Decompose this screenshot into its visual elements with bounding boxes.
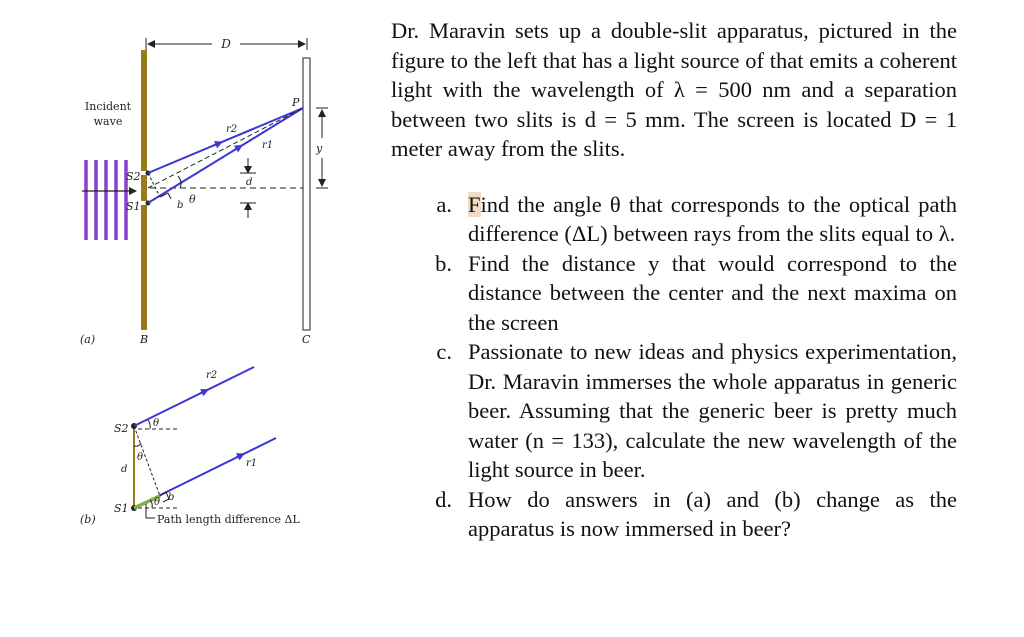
screen	[303, 58, 310, 330]
theta-arc	[178, 176, 181, 188]
s2-label: S2	[126, 170, 141, 183]
panel-b-s2-label: S2	[114, 422, 129, 435]
panel-a	[80, 37, 328, 346]
P-label: P	[292, 96, 300, 109]
panel-b-r1-label: r1	[246, 458, 258, 469]
centerline-to-P	[148, 108, 303, 188]
panel-b-r2-label: r2	[206, 370, 218, 381]
panel-b-theta-top: θ	[153, 418, 160, 429]
question-text: How do answers in (a) and (b) change as the apparatus is now immersed in beer?	[468, 486, 957, 541]
r2-label: r2	[226, 124, 238, 135]
ray-r2	[148, 108, 303, 173]
ray-r1	[148, 108, 303, 203]
panel-b-theta-arc-top	[148, 420, 150, 429]
text-cursor-highlight: F	[468, 191, 481, 217]
incident-label: Incident	[84, 100, 132, 113]
question-list	[391, 190, 957, 544]
question-a	[391, 190, 957, 249]
incident-wave-label: wave	[93, 115, 123, 128]
panel-b-ray-r2-arrow	[200, 390, 208, 394]
slit-barrier	[141, 50, 147, 330]
D-label: D	[221, 37, 231, 51]
ray-r2-arrow	[214, 142, 222, 145]
y-label: y	[316, 142, 323, 155]
b-label: b	[177, 200, 184, 211]
panel-a-label: (a)	[80, 333, 96, 346]
panel-b-s1-label: S1	[114, 502, 129, 515]
question-text	[468, 190, 957, 249]
panel-b-theta-mid: θ	[137, 452, 144, 463]
b-line	[148, 173, 160, 197]
panel-b-ray-r2	[134, 367, 254, 426]
question-text: Passionate to new ideas and physics experimentation, Dr. Maravin immerses the whole apparatus in generic beer. Assuming that the generic beer is pretty much water (n = 133), calculate the new wavelength of the light source in beer.	[468, 339, 957, 482]
double-slit-figure	[0, 0, 380, 637]
panel-b-theta-bottom: θ	[154, 497, 161, 508]
ray-r1-arrow	[234, 145, 242, 150]
question-text: Find the distance y that would correspond to the distance between the center and the next maxima on the screen	[468, 250, 957, 335]
B-label: B	[140, 333, 149, 346]
incident-wavefronts	[86, 160, 126, 240]
question-letter: a.	[436, 191, 452, 217]
C-label: C	[302, 333, 311, 346]
problem-text	[391, 16, 957, 544]
panel-b-label: (b)	[80, 513, 96, 526]
problem-intro: Dr. Maravin sets up a double-slit apparatus, pictured in the figure to the left that has a light source of that emits a coherent light with the wavelength of λ = 500 nm and a separation between two slits is d = 5 mm. The screen is located D = 1 meter away from the slits.	[391, 18, 957, 161]
path-difference-label: Path length difference ΔL	[157, 513, 300, 526]
r1-label: r1	[262, 140, 274, 151]
panel-b-theta-arc-mid	[134, 443, 141, 446]
question-letter: d.	[435, 486, 452, 512]
theta-label: θ	[189, 193, 196, 206]
question-text-rest: ind the angle θ that corresponds to the optical path difference (ΔL) between rays from the slits equal to λ.	[468, 191, 957, 246]
s1-label: S1	[126, 200, 141, 213]
panel-b-b-label: b	[168, 492, 175, 503]
question-b	[391, 249, 957, 338]
panel-b-ray-r1-arrow	[236, 454, 244, 458]
question-letter: b.	[435, 250, 452, 276]
panel-b	[80, 367, 300, 526]
question-letter: c.	[436, 339, 452, 364]
question-c	[391, 337, 957, 485]
panel-b-d-label: d	[121, 464, 128, 475]
d-label: d	[246, 177, 253, 188]
question-d	[391, 485, 957, 544]
